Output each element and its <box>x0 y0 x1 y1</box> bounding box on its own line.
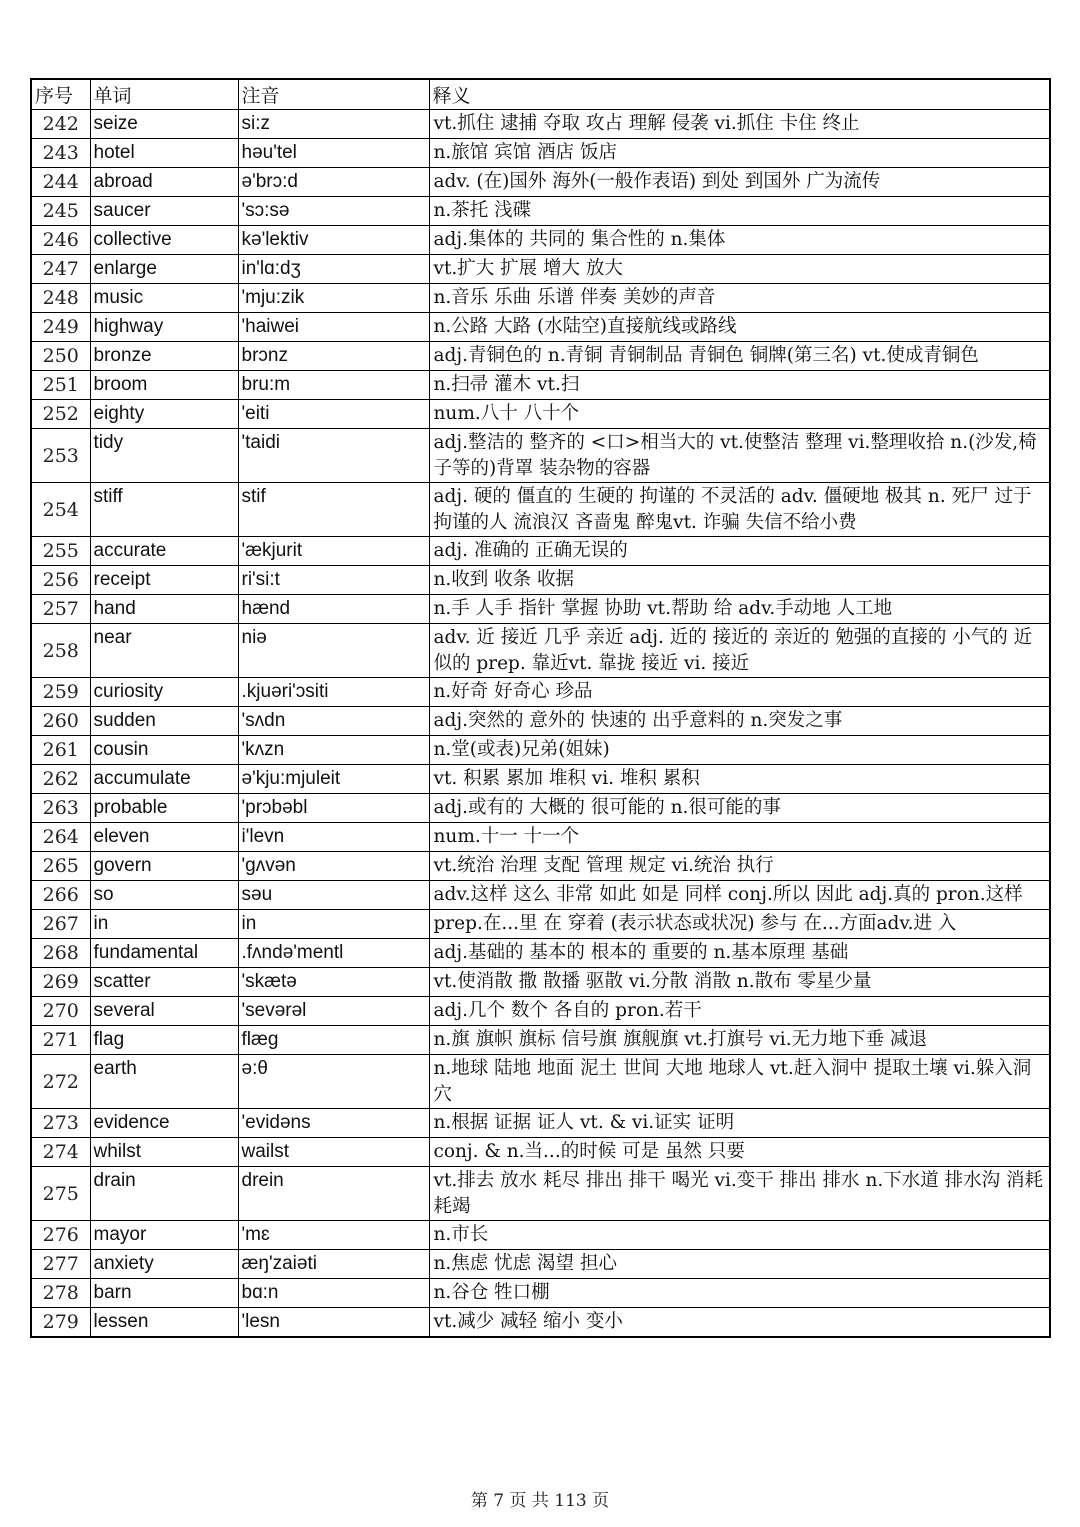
row-index: 276 <box>31 1221 90 1250</box>
row-word: flag <box>90 1026 238 1055</box>
table-row <box>31 1308 1050 1337</box>
table-row <box>31 284 1050 313</box>
row-definition: adv. (在)国外 海外(一般作表语) 到处 到国外 广为流传 <box>429 168 1050 197</box>
row-phonetic: i'levn <box>238 823 429 852</box>
row-phonetic: ri'si:t <box>238 566 429 595</box>
row-index: 272 <box>31 1055 90 1109</box>
table-row <box>31 566 1050 595</box>
row-index: 278 <box>31 1279 90 1308</box>
row-word: probable <box>90 794 238 823</box>
table-row <box>31 197 1050 226</box>
row-phonetic: bɑ:n <box>238 1279 429 1308</box>
row-definition: adj.或有的 大概的 很可能的 n.很可能的事 <box>429 794 1050 823</box>
row-definition: adj.几个 数个 各自的 pron.若干 <box>429 997 1050 1026</box>
row-phonetic: 'mju:zik <box>238 284 429 313</box>
row-definition: n.市长 <box>429 1221 1050 1250</box>
row-index: 275 <box>31 1167 90 1221</box>
table-row <box>31 110 1050 139</box>
row-definition: prep.在...里 在 穿着 (表示状态或状况) 参与 在...方面adv.进 入 <box>429 910 1050 939</box>
table-row <box>31 624 1050 678</box>
row-word: receipt <box>90 566 238 595</box>
table-row <box>31 139 1050 168</box>
table-row <box>31 1250 1050 1279</box>
table-row <box>31 910 1050 939</box>
row-definition: adj.整洁的 整齐的 <口>相当大的 vt.使整洁 整理 vi.整理收拾 n.(沙发,椅子等的)背罩 装杂物的容器 <box>429 429 1050 483</box>
table-row <box>31 707 1050 736</box>
table-row <box>31 255 1050 284</box>
table-row <box>31 400 1050 429</box>
row-index: 251 <box>31 371 90 400</box>
row-index: 262 <box>31 765 90 794</box>
row-word: saucer <box>90 197 238 226</box>
row-definition: adj. 硬的 僵直的 生硬的 拘谨的 不灵活的 adv. 僵硬地 极其 n. 死尸 过于拘谨的人 流浪汉 吝啬鬼 醉鬼vt. 诈骗 失信不给小费 <box>429 483 1050 537</box>
table-row <box>31 1221 1050 1250</box>
row-phonetic: si:z <box>238 110 429 139</box>
row-index: 254 <box>31 483 90 537</box>
row-word: bronze <box>90 342 238 371</box>
row-index: 255 <box>31 537 90 566</box>
row-index: 269 <box>31 968 90 997</box>
row-word: lessen <box>90 1308 238 1337</box>
row-index: 258 <box>31 624 90 678</box>
table-row <box>31 595 1050 624</box>
row-word: abroad <box>90 168 238 197</box>
row-phonetic: ə'kju:mjuleit <box>238 765 429 794</box>
row-word: sudden <box>90 707 238 736</box>
row-phonetic: 'eiti <box>238 400 429 429</box>
row-index: 264 <box>31 823 90 852</box>
row-definition: adj.突然的 意外的 快速的 出乎意料的 n.突发之事 <box>429 707 1050 736</box>
row-definition: n.地球 陆地 地面 泥土 世间 大地 地球人 vt.赶入洞中 提取土壤 vi.躲入洞穴 <box>429 1055 1050 1109</box>
row-index: 267 <box>31 910 90 939</box>
row-word: stiff <box>90 483 238 537</box>
row-word: highway <box>90 313 238 342</box>
row-phonetic: səu <box>238 881 429 910</box>
row-word: several <box>90 997 238 1026</box>
row-index: 256 <box>31 566 90 595</box>
table-row <box>31 483 1050 537</box>
row-definition: adv.这样 这么 非常 如此 如是 同样 conj.所以 因此 adj.真的 pron.这样 <box>429 881 1050 910</box>
row-definition: n.茶托 浅碟 <box>429 197 1050 226</box>
row-index: 268 <box>31 939 90 968</box>
row-definition: n.根据 证据 证人 vt. & vi.证实 证明 <box>429 1109 1050 1138</box>
table-row <box>31 371 1050 400</box>
row-index: 274 <box>31 1138 90 1167</box>
row-index: 259 <box>31 678 90 707</box>
row-word: near <box>90 624 238 678</box>
row-definition: conj. & n.当...的时候 可是 虽然 只要 <box>429 1138 1050 1167</box>
row-word: tidy <box>90 429 238 483</box>
table-row <box>31 537 1050 566</box>
row-definition: n.焦虑 忧虑 渴望 担心 <box>429 1250 1050 1279</box>
table-row <box>31 342 1050 371</box>
table-row <box>31 1279 1050 1308</box>
row-definition: adj.集体的 共同的 集合性的 n.集体 <box>429 226 1050 255</box>
row-word: enlarge <box>90 255 238 284</box>
table-row <box>31 1138 1050 1167</box>
row-definition: vt.抓住 逮捕 夺取 攻占 理解 侵袭 vi.抓住 卡住 终止 <box>429 110 1050 139</box>
table-row <box>31 1109 1050 1138</box>
row-definition: n.堂(或表)兄弟(姐妹) <box>429 736 1050 765</box>
row-definition: adv. 近 接近 几乎 亲近 adj. 近的 接近的 亲近的 勉强的直接的 小气的 近似的 prep. 靠近vt. 靠拢 接近 vi. 接近 <box>429 624 1050 678</box>
row-word: eleven <box>90 823 238 852</box>
row-word: broom <box>90 371 238 400</box>
row-definition: n.音乐 乐曲 乐谱 伴奏 美妙的声音 <box>429 284 1050 313</box>
row-index: 270 <box>31 997 90 1026</box>
row-index: 246 <box>31 226 90 255</box>
row-phonetic: 'haiwei <box>238 313 429 342</box>
header-word: 单词 <box>90 79 238 110</box>
header-index: 序号 <box>31 79 90 110</box>
row-word: eighty <box>90 400 238 429</box>
header-row <box>31 79 1050 110</box>
row-phonetic: 'taidi <box>238 429 429 483</box>
row-phonetic: 'sevərəl <box>238 997 429 1026</box>
header-definition: 释义 <box>429 79 1050 110</box>
row-index: 263 <box>31 794 90 823</box>
table-row <box>31 852 1050 881</box>
row-definition: adj. 准确的 正确无误的 <box>429 537 1050 566</box>
row-index: 260 <box>31 707 90 736</box>
row-index: 242 <box>31 110 90 139</box>
row-index: 248 <box>31 284 90 313</box>
row-word: hand <box>90 595 238 624</box>
row-definition: vt. 积累 累加 堆积 vi. 堆积 累积 <box>429 765 1050 794</box>
row-index: 249 <box>31 313 90 342</box>
row-phonetic: in <box>238 910 429 939</box>
row-index: 266 <box>31 881 90 910</box>
row-phonetic: ə:θ <box>238 1055 429 1109</box>
row-phonetic: 'skætə <box>238 968 429 997</box>
table-row <box>31 678 1050 707</box>
row-phonetic: 'prɔbəbl <box>238 794 429 823</box>
table-row <box>31 736 1050 765</box>
row-phonetic: wailst <box>238 1138 429 1167</box>
row-index: 243 <box>31 139 90 168</box>
table-row <box>31 1026 1050 1055</box>
row-phonetic: 'kʌzn <box>238 736 429 765</box>
row-phonetic: niə <box>238 624 429 678</box>
row-phonetic: 'lesn <box>238 1308 429 1337</box>
row-definition: n.旅馆 宾馆 酒店 饭店 <box>429 139 1050 168</box>
row-phonetic: 'gʌvən <box>238 852 429 881</box>
row-word: collective <box>90 226 238 255</box>
row-phonetic: ə'brɔ:d <box>238 168 429 197</box>
row-definition: n.好奇 好奇心 珍品 <box>429 678 1050 707</box>
row-definition: vt.减少 减轻 缩小 变小 <box>429 1308 1050 1337</box>
row-index: 250 <box>31 342 90 371</box>
row-phonetic: 'evidəns <box>238 1109 429 1138</box>
row-word: accumulate <box>90 765 238 794</box>
row-index: 253 <box>31 429 90 483</box>
table-row <box>31 1055 1050 1109</box>
row-index: 261 <box>31 736 90 765</box>
row-phonetic: .kjuəri'ɔsiti <box>238 678 429 707</box>
row-phonetic: drein <box>238 1167 429 1221</box>
row-phonetic: 'ækjurit <box>238 537 429 566</box>
row-definition: adj.基础的 基本的 根本的 重要的 n.基本原理 基础 <box>429 939 1050 968</box>
row-definition: n.旗 旗帜 旗标 信号旗 旗舰旗 vt.打旗号 vi.无力地下垂 减退 <box>429 1026 1050 1055</box>
table-row <box>31 168 1050 197</box>
page-footer: 第 7 页 共 113 页 <box>470 1491 610 1511</box>
row-phonetic: həu'tel <box>238 139 429 168</box>
row-phonetic: in'lɑ:dʒ <box>238 255 429 284</box>
header-phonetic: 注音 <box>238 79 429 110</box>
row-word: whilst <box>90 1138 238 1167</box>
row-phonetic: 'sʌdn <box>238 707 429 736</box>
row-definition: vt.使消散 撒 散播 驱散 vi.分散 消散 n.散布 零星少量 <box>429 968 1050 997</box>
row-phonetic: brɔnz <box>238 342 429 371</box>
row-index: 279 <box>31 1308 90 1337</box>
row-word: fundamental <box>90 939 238 968</box>
row-definition: n.扫帚 灌木 vt.扫 <box>429 371 1050 400</box>
row-definition: vt.统治 治理 支配 管理 规定 vi.统治 执行 <box>429 852 1050 881</box>
table-row <box>31 823 1050 852</box>
row-definition: num.十一 十一个 <box>429 823 1050 852</box>
row-phonetic: 'mɛ <box>238 1221 429 1250</box>
row-phonetic: hænd <box>238 595 429 624</box>
row-index: 257 <box>31 595 90 624</box>
row-definition: vt.扩大 扩展 增大 放大 <box>429 255 1050 284</box>
table-row <box>31 429 1050 483</box>
row-word: in <box>90 910 238 939</box>
table-row <box>31 765 1050 794</box>
table-row <box>31 997 1050 1026</box>
row-phonetic: bru:m <box>238 371 429 400</box>
row-word: evidence <box>90 1109 238 1138</box>
table-row <box>31 1167 1050 1221</box>
row-word: music <box>90 284 238 313</box>
table-row <box>31 313 1050 342</box>
row-phonetic: kə'lektiv <box>238 226 429 255</box>
row-index: 271 <box>31 1026 90 1055</box>
row-word: barn <box>90 1279 238 1308</box>
row-phonetic: .fʌndə'mentl <box>238 939 429 968</box>
table-row <box>31 939 1050 968</box>
row-index: 252 <box>31 400 90 429</box>
row-word: curiosity <box>90 678 238 707</box>
row-phonetic: æŋ'zaiəti <box>238 1250 429 1279</box>
row-index: 247 <box>31 255 90 284</box>
row-definition: n.收到 收条 收据 <box>429 566 1050 595</box>
row-word: cousin <box>90 736 238 765</box>
row-word: anxiety <box>90 1250 238 1279</box>
table-row <box>31 794 1050 823</box>
row-word: accurate <box>90 537 238 566</box>
row-word: earth <box>90 1055 238 1109</box>
row-word: seize <box>90 110 238 139</box>
row-index: 245 <box>31 197 90 226</box>
row-word: drain <box>90 1167 238 1221</box>
table-row <box>31 226 1050 255</box>
row-index: 244 <box>31 168 90 197</box>
row-phonetic: 'sɔ:sə <box>238 197 429 226</box>
row-word: so <box>90 881 238 910</box>
row-index: 265 <box>31 852 90 881</box>
table-row <box>31 881 1050 910</box>
row-index: 273 <box>31 1109 90 1138</box>
row-definition: vt.排去 放水 耗尽 排出 排干 喝光 vi.变干 排出 排水 n.下水道 排水沟 消耗 耗竭 <box>429 1167 1050 1221</box>
row-index: 277 <box>31 1250 90 1279</box>
row-phonetic: flæg <box>238 1026 429 1055</box>
row-word: mayor <box>90 1221 238 1250</box>
table-row <box>31 968 1050 997</box>
row-phonetic: stif <box>238 483 429 537</box>
row-word: govern <box>90 852 238 881</box>
row-word: scatter <box>90 968 238 997</box>
row-definition: adj.青铜色的 n.青铜 青铜制品 青铜色 铜牌(第三名) vt.使成青铜色 <box>429 342 1050 371</box>
row-definition: n.公路 大路 (水陆空)直接航线或路线 <box>429 313 1050 342</box>
row-definition: n.手 人手 指针 掌握 协助 vt.帮助 给 adv.手动地 人工地 <box>429 595 1050 624</box>
vocabulary-table <box>30 78 1051 1338</box>
row-word: hotel <box>90 139 238 168</box>
row-definition: n.谷仓 牲口棚 <box>429 1279 1050 1308</box>
row-definition: num.八十 八十个 <box>429 400 1050 429</box>
